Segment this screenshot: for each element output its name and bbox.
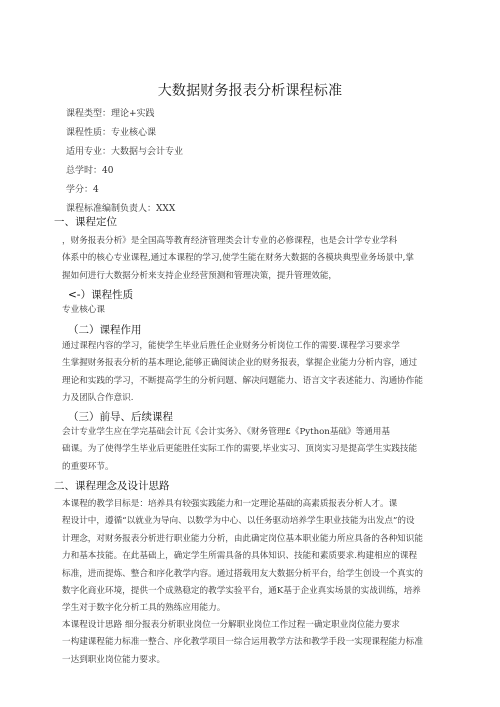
section-1a-text <box>62 302 444 319</box>
paragraph-line: 一构建课程能力标准一整合、序化教学项目一综合运用教学方法和教学手段一实现课程能力标准 <box>62 637 423 648</box>
paragraph-line: 力和基本技能。在此基础上，确定学生所需具备的具体知识、技能和素质要求.构建相应的课程 <box>62 551 418 562</box>
paragraph-line: 学生对于数字化分析工具的熟练应用能力。 <box>62 603 226 614</box>
paragraph-line: 程设计中，遵循“以就业为导向、以数学为中心、以任务驱动培养学生职业技能为出发点”的设 <box>62 516 415 527</box>
paragraph-line: 握如何进行大数据分析来支持企业经营预测和管理决策，提升管理效能， <box>62 270 338 281</box>
paragraph-line: 会计专业学生应在学完基础会计瓦《会计实务》、《财务管理£《Python基础》等通用基 <box>62 427 390 437</box>
paragraph-line: 通过课程内容的学习，能使学生毕业后胜任企业财务分析岗位工作的需要.课程学习要求学 <box>62 341 400 351</box>
section-1-heading: 一、课程定位 <box>54 216 117 228</box>
paragraph-line: 体系中的核心专业课程,通过本课程的学习,使学生能在财务大数据的各模块典型业务场景中,掌 <box>62 253 414 264</box>
course-meta <box>66 105 183 219</box>
section-2-heading: 二、课程理念及设计思路 <box>54 480 170 492</box>
paragraph-line: 专业核心课 <box>62 305 105 315</box>
paragraph-line: 本课程设计思路 细分报表分析职业岗位一分解职业岗位工作过程一确定职业岗位能力要求 <box>62 620 400 630</box>
section-1b-heading: （二）课程作用 <box>68 324 142 336</box>
paragraph-line: 一达到职业岗位能力要求。 <box>62 654 166 665</box>
section-1-paragraph <box>62 233 444 285</box>
meta-course-type: 课程类型：理论+实践 <box>66 109 155 119</box>
meta-total-hours: 总学时：40 <box>66 166 114 176</box>
paragraph-line: 理论和实践的学习，不断提高学生的分析问题、解决问题能力、语言文字表述能力、沟通协作能 <box>62 375 423 386</box>
section-1a-heading: <-）课程性质 <box>68 289 134 301</box>
paragraph-line: ，财务报表分析》是全国高等教育经济管理类会计专业的必修课程，也是会计学专业学科 <box>62 236 398 246</box>
section-1c-heading: （三）前导、后续课程 <box>68 411 173 423</box>
paragraph-line: 本课程的教学目标是：培养具有较强实践能力和一定理论基础的高素质报表分析人才。课 <box>62 499 398 509</box>
paragraph-line: 础课。为了使得学生毕业后更能胜任实际工作的需要,毕业实习、顶岗实习是提高学生实践技能 <box>62 444 418 455</box>
section-2-paragraph-1 <box>62 496 444 618</box>
section-1b-paragraph <box>62 338 444 408</box>
section-1c-paragraph <box>62 424 444 476</box>
paragraph-line: 数字化商业环境，提供一个成熟稳定的教学实验平台，通K基于企业真实场景的实战训练，培养 <box>62 585 421 596</box>
document-title: 大数据财务报表分析课程标准 <box>157 83 343 99</box>
section-2-paragraph-2 <box>62 617 444 669</box>
meta-course-nature: 课程性质：专业核心课 <box>66 128 157 138</box>
paragraph-line: 生掌握财务报表分析的基本理论,能够正确阅读企业的财务报表，掌握企业能力分析内容，通过 <box>62 358 418 369</box>
paragraph-line: 力及团队合作意识. <box>62 393 134 404</box>
meta-author: 课程标准编制负责人：XXX <box>66 204 176 214</box>
meta-applicable-major: 适用专业：大数据与会计专业 <box>66 147 184 157</box>
paragraph-line: 标准，进而提炼、整合和序化教学内容。通过搭载用友大数据分析平台，给学生创设一个真实的 <box>62 568 423 579</box>
paragraph-line: 的重要环节。 <box>62 461 114 472</box>
paragraph-line: 计理念，对财务报表分析进行职业能力分析，由此确定岗位基本职业能力所应具备的各种知识能 <box>62 533 423 544</box>
meta-credits: 学分：4 <box>66 185 99 195</box>
